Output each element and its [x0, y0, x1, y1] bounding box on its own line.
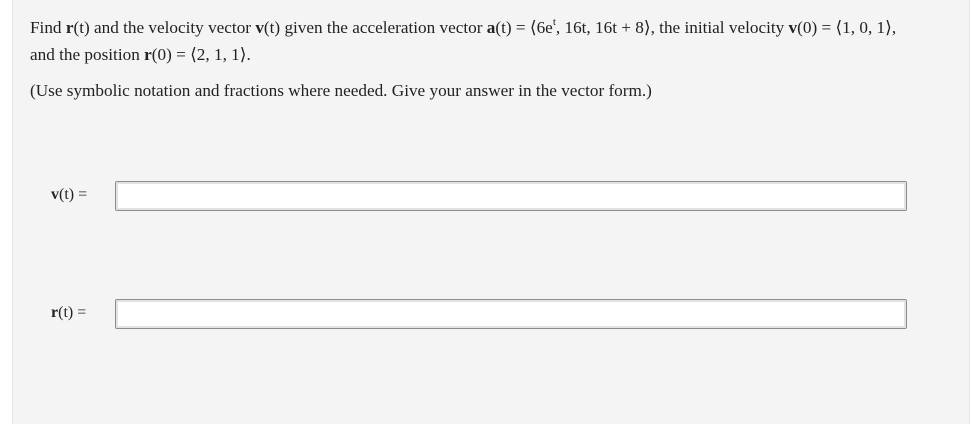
question-panel [12, 0, 970, 424]
v-arg: (t) [263, 18, 281, 37]
problem-statement [30, 14, 960, 68]
position-label-rest: (t) = [58, 304, 87, 321]
v0-symbol: v [788, 18, 798, 37]
problem-mid1: and the velocity vector [89, 18, 256, 37]
position-answer-input[interactable] [115, 299, 907, 329]
velocity-label [51, 186, 87, 204]
velocity-label-rest: (t) = [59, 186, 88, 203]
r-arg: (t) [73, 18, 90, 37]
v0-value: (0) = ⟨1, 0, 1⟩, [797, 18, 897, 37]
instruction-text: (Use symbolic notation and fractions where needed. Give your answer in the vector form.) [30, 81, 652, 100]
velocity-label-symbol: v [51, 186, 59, 203]
r-symbol: r [65, 18, 74, 37]
a-symbol: a [486, 18, 496, 37]
problem-intro: Find [30, 18, 66, 37]
r0-symbol: r [144, 45, 152, 64]
problem-mid2: given the acceleration vector [280, 18, 487, 37]
r0-value: (0) = ⟨2, 1, 1⟩. [151, 45, 251, 64]
position-label [51, 304, 86, 322]
a-arg: (t) [495, 18, 512, 37]
position-label-symbol: r [51, 304, 59, 321]
line2-prefix: and the position [30, 45, 145, 64]
accel-exponent: t [552, 16, 556, 29]
velocity-answer-input[interactable] [115, 181, 907, 211]
v-symbol: v [255, 18, 264, 37]
accel-rest: , 16t, 16t + 8⟩, the initial velocity [555, 18, 789, 37]
accel-prefix: = ⟨6e [511, 18, 553, 37]
